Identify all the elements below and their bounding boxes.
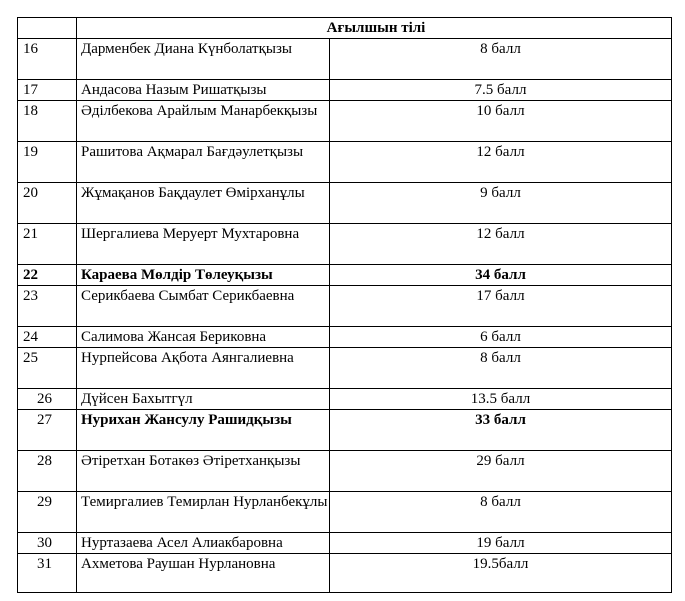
table-row-highlighted <box>18 410 672 451</box>
student-score: 19.5балл <box>330 554 672 593</box>
row-number: 29 <box>18 492 77 533</box>
row-number: 31 <box>18 554 77 593</box>
table-row <box>18 39 672 80</box>
table-header-row <box>18 18 672 39</box>
student-name: Салимова Жансая Бериковна <box>77 327 330 348</box>
row-number: 17 <box>18 80 77 101</box>
student-score: 8 балл <box>330 39 672 80</box>
student-score: 6 балл <box>330 327 672 348</box>
student-score: 19 балл <box>330 533 672 554</box>
student-name: Рашитова Ақмарал Бағдәулетқызы <box>77 142 330 183</box>
subject-header: Ағылшын тілі <box>77 18 672 39</box>
table-row <box>18 389 672 410</box>
student-score: 10 балл <box>330 101 672 142</box>
table-row <box>18 348 672 389</box>
table-row <box>18 492 672 533</box>
student-score: 34 балл <box>330 265 672 286</box>
row-number: 19 <box>18 142 77 183</box>
student-score: 7.5 балл <box>330 80 672 101</box>
table-row <box>18 142 672 183</box>
student-name: Андасова Назым Ришатқызы <box>77 80 330 101</box>
row-number: 24 <box>18 327 77 348</box>
header-blank-cell <box>18 18 77 39</box>
table-row <box>18 183 672 224</box>
student-score: 8 балл <box>330 492 672 533</box>
row-number: 18 <box>18 101 77 142</box>
row-number: 25 <box>18 348 77 389</box>
table-row <box>18 101 672 142</box>
table-row-highlighted <box>18 265 672 286</box>
table-row <box>18 224 672 265</box>
student-name: Темиргалиев Темирлан Нурланбекұлы <box>77 492 330 533</box>
student-name: Караева Мөлдір Төлеуқызы <box>77 265 330 286</box>
table-row <box>18 554 672 593</box>
row-number: 16 <box>18 39 77 80</box>
scores-table <box>17 17 672 593</box>
row-number: 20 <box>18 183 77 224</box>
table-row <box>18 286 672 327</box>
student-score: 12 балл <box>330 224 672 265</box>
student-name: Әділбекова Арайлым Манарбекқызы <box>77 101 330 142</box>
row-number: 23 <box>18 286 77 327</box>
student-name: Нуртазаева Асел Алиакбаровна <box>77 533 330 554</box>
student-name: Әтіретхан Ботакөз Әтіретханқызы <box>77 451 330 492</box>
table-row <box>18 80 672 101</box>
student-name: Дарменбек Диана Күнболатқызы <box>77 39 330 80</box>
row-number: 28 <box>18 451 77 492</box>
student-name: Шергалиева Меруерт Мухтаровна <box>77 224 330 265</box>
student-name: Ахметова Раушан Нурлановна <box>77 554 330 593</box>
table-row <box>18 533 672 554</box>
student-name: Жұмақанов Бақдаулет Өмірханұлы <box>77 183 330 224</box>
row-number: 21 <box>18 224 77 265</box>
student-name: Нурихан Жансулу Рашидқызы <box>77 410 330 451</box>
row-number: 26 <box>18 389 77 410</box>
row-number: 22 <box>18 265 77 286</box>
student-score: 12 балл <box>330 142 672 183</box>
student-score: 17 балл <box>330 286 672 327</box>
student-score: 29 балл <box>330 451 672 492</box>
student-score: 13.5 балл <box>330 389 672 410</box>
student-name: Дүйсен Бахытгүл <box>77 389 330 410</box>
table-row <box>18 327 672 348</box>
student-score: 33 балл <box>330 410 672 451</box>
row-number: 27 <box>18 410 77 451</box>
student-score: 9 балл <box>330 183 672 224</box>
row-number: 30 <box>18 533 77 554</box>
student-name: Нурпейсова Ақбота Аянгалиевна <box>77 348 330 389</box>
student-score: 8 балл <box>330 348 672 389</box>
student-name: Серикбаева Сымбат Серикбаевна <box>77 286 330 327</box>
table-row <box>18 451 672 492</box>
